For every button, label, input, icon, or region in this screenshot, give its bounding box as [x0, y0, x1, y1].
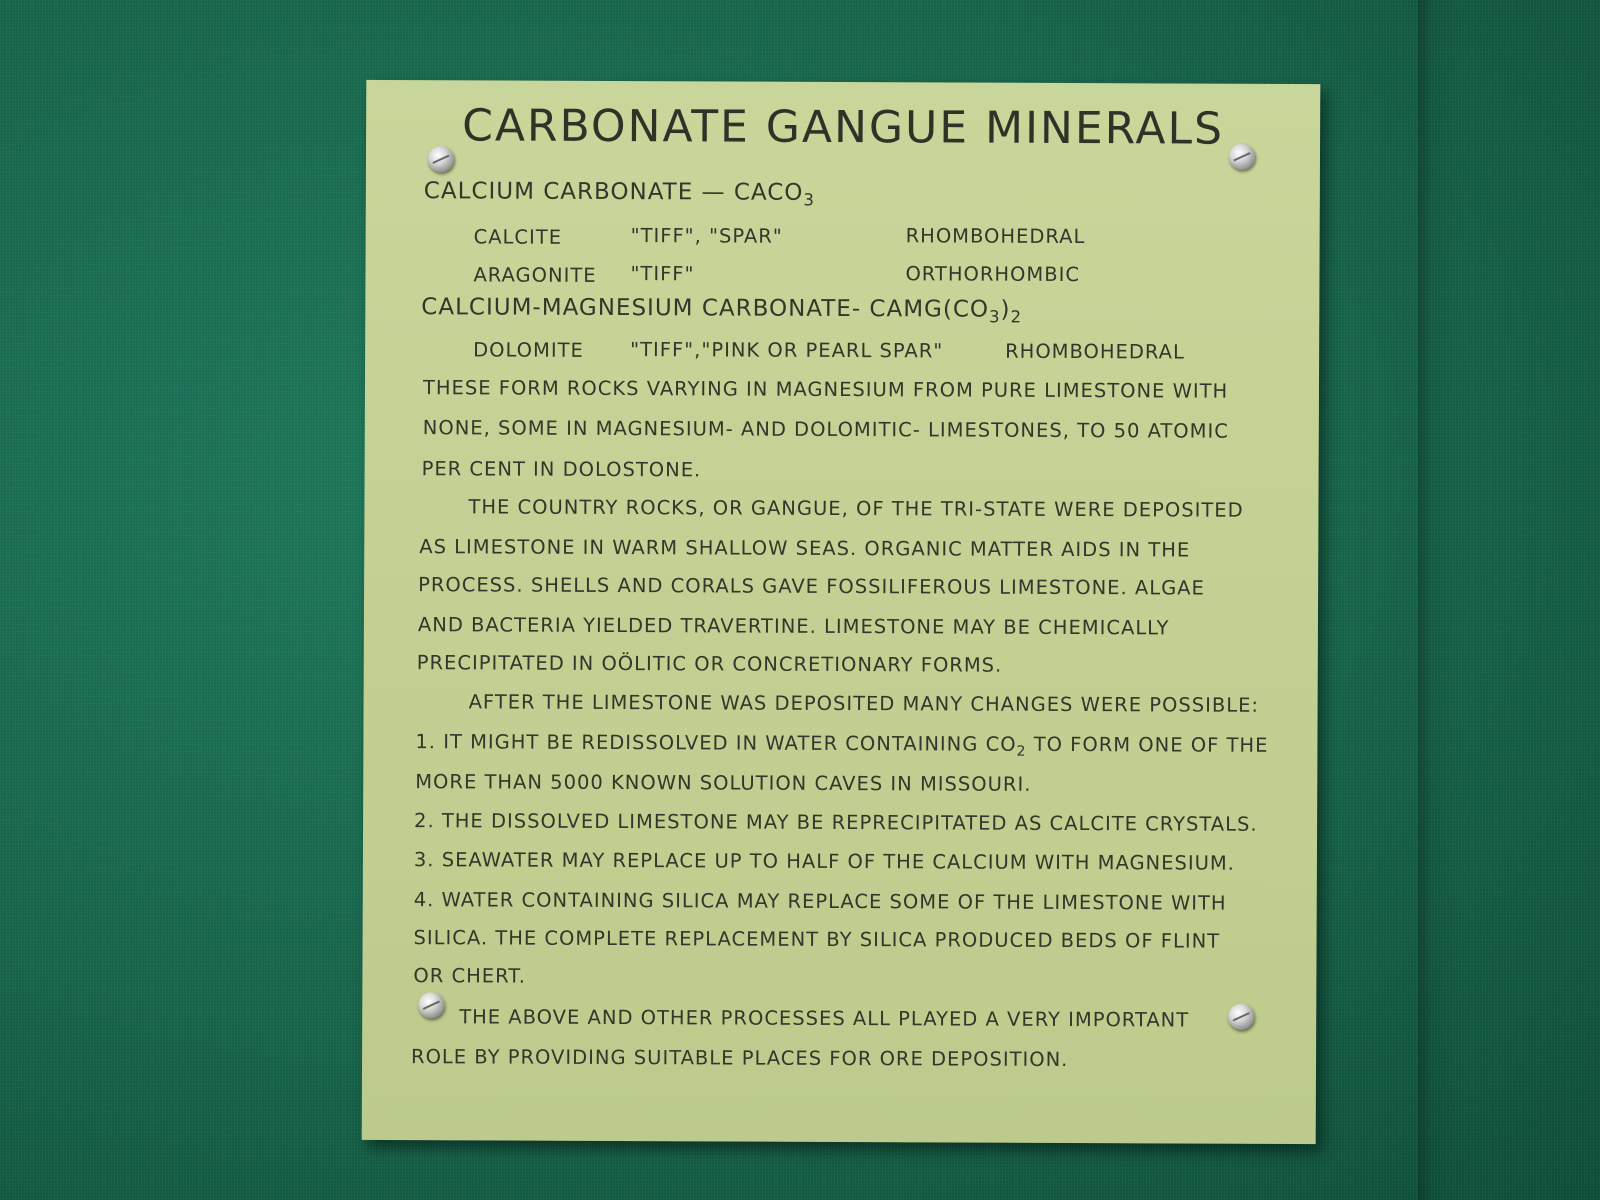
para4-line2: ROLE BY PROVIDING SUITABLE PLACES FOR ORE DEPOSITION. [411, 1045, 1069, 1071]
item2: 2. THE DISSOLVED LIMESTONE MAY BE REPRECIPITATED AS CALCITE CRYSTALS. [414, 809, 1258, 836]
screw-bottom-left [418, 992, 444, 1018]
dolomite-nicknames: "TIFF","PINK OR PEARL SPAR" [630, 338, 944, 363]
item3: 3. SEAWATER MAY REPLACE UP TO HALF OF THE CALCIUM WITH MAGNESIUM. [413, 848, 1235, 875]
calcite-system: RHOMBOHEDRAL [905, 224, 1086, 249]
item4-line1: 4. WATER CONTAINING SILICA MAY REPLACE SOME OF THE LIMESTONE WITH [413, 888, 1227, 915]
para2-line5: PRECIPITATED IN OÖLITIC OR CONCRETIONARY FORMS. [416, 651, 1003, 677]
para1-line1: THESE FORM ROCKS VARYING IN MAGNESIUM FROM PURE LIMESTONE WITH [422, 376, 1229, 403]
aragonite-nicknames: "TIFF" [630, 262, 695, 286]
para2-line4: AND BACTERIA YIELDED TRAVERTINE. LIMESTONE MAY BE CHEMICALLY [417, 613, 1170, 640]
calcium-magnesium-carbonate-heading: CALCIUM-MAGNESIUM CARBONATE- $CAMG(CO_3)_2$ [421, 294, 1023, 327]
para2-line1: THE COUNTRY ROCKS, OR GANGUE, OF THE TRI-STATE WERE DEPOSITED [468, 495, 1244, 522]
item4-line3: OR CHERT. [413, 964, 527, 988]
calcite-name: CALCITE [473, 225, 563, 249]
museum-plaque [362, 80, 1321, 1144]
aragonite-system: ORTHORHOMBIC [905, 262, 1081, 287]
item1-line2: MORE THAN 5000 KNOWN SOLUTION CAVES IN MISSOURI. [415, 770, 1032, 796]
para1-line3: PER CENT IN DOLOSTONE. [421, 457, 702, 482]
felt-wall-fold [1418, 0, 1600, 1200]
para1-line2: NONE, SOME IN MAGNESIUM- AND DOLOMITIC- LIMESTONES, TO 50 ATOMIC [422, 416, 1229, 443]
calcium-carbonate-heading: CALCIUM CARBONATE — $CACO_3$ [423, 178, 815, 210]
para4-line1: THE ABOVE AND OTHER PROCESSES ALL PLAYED A VERY IMPORTANT [459, 1005, 1190, 1032]
para3: AFTER THE LIMESTONE WAS DEPOSITED MANY CHANGES WERE POSSIBLE: [468, 690, 1260, 717]
plaque-title: CARBONATE GANGUE MINERALS [462, 100, 1225, 155]
dolomite-system: RHOMBOHEDRAL [1005, 339, 1185, 364]
item1-line1: 1. IT MIGHT BE REDISSOLVED IN WATER CONTAINING $CO_2$ TO FORM ONE OF THE [415, 730, 1269, 760]
dolomite-name: DOLOMITE [473, 338, 584, 362]
para2-line2: AS LIMESTONE IN WARM SHALLOW SEAS. ORGANIC MATTER AIDS IN THE [419, 535, 1191, 562]
para2-line3: PROCESS. SHELLS AND CORALS GAVE FOSSILIFEROUS LIMESTONE. ALGAE [418, 573, 1205, 600]
calcite-nicknames: "TIFF", "SPAR" [630, 224, 783, 248]
aragonite-name: ARAGONITE [473, 263, 597, 287]
screw-bottom-right [1228, 1004, 1254, 1030]
item4-line2: SILICA. THE COMPLETE REPLACEMENT BY SILICA PRODUCED BEDS OF FLINT [413, 926, 1221, 953]
